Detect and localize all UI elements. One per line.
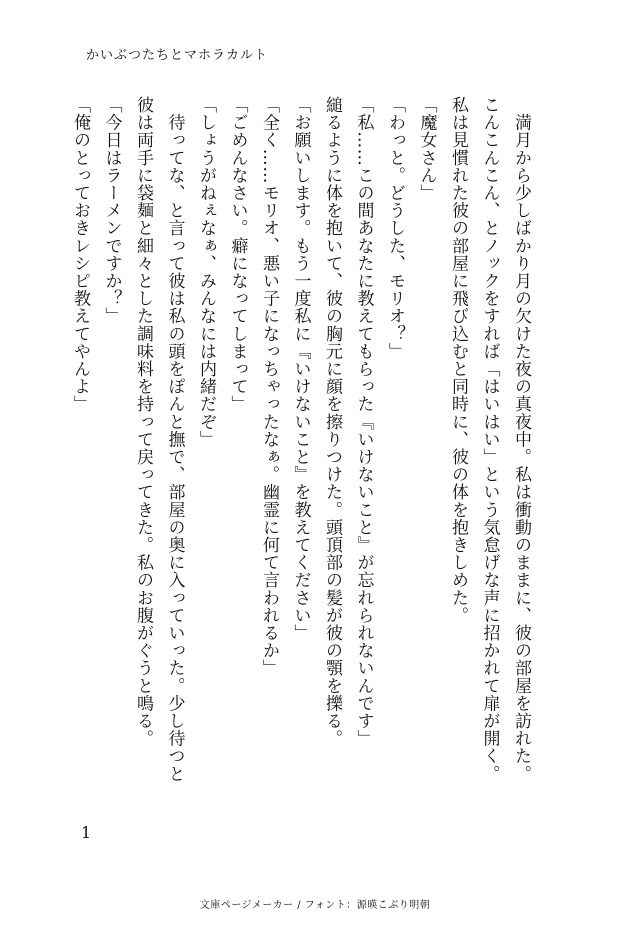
text-line: 「お願いします。もう一度私に『いけないこと』を教えてください」 <box>290 96 311 642</box>
text-line: 「魔女さん」 <box>416 96 437 202</box>
text-line: 「全く……モリオ、悪い子になっちゃったなぁ。幽霊に何て言われるか」 <box>259 96 279 677</box>
text-line: 「私……この間あなたに教えてもらった『いけないこと』が忘れられないんです」 <box>353 96 374 748</box>
text-line: 「今日はラーメンですか？」 <box>101 96 122 325</box>
text-line: 彼は両手に袋麺と細々とした調味料を持って戻ってきた。私のお腹がぐうと鳴る。 <box>133 96 153 748</box>
footer-credit: 文庫ページメーカー / フォント：源暎こぶり明朝 <box>199 900 431 911</box>
text-line: 「しょうがねぇなぁ、みんなには内緒だぞ」 <box>196 96 216 448</box>
text-line: 「わっと。どうした、モリオ？」 <box>385 96 405 360</box>
text-line: 「ごめんなさい。癖になってしまって」 <box>227 96 248 413</box>
text-line: 縋るように体を抱いて、彼の胸元に顔を擦りつけた。頭頂部の髪が彼の顎を擽る。 <box>322 96 342 748</box>
text-line: 満月から少しばかり月の欠けた夜の真夜中。私は衝動のままに、彼の部屋を訪れた。 <box>511 96 531 783</box>
text-line: 「俺のとっておきレシピ教えてやんよ」 <box>70 96 90 413</box>
text-line: 私は見慣れた彼の部屋に飛び込むと同時に、彼の体を抱きしめた。 <box>448 96 468 624</box>
vertical-body-text <box>70 96 536 826</box>
text-line: 待ってな、と言って彼は私の頭をぽんと撫で、部屋の奥に入っていった。少し待つと <box>164 96 185 783</box>
page-number: 1 <box>81 823 92 842</box>
running-title: かいぶつたちとマホラカルト <box>86 48 269 63</box>
text-line: こんこんこん、とノックをすれば「はいはい」という気怠げな声に招かれて扉が開く。 <box>479 96 500 783</box>
